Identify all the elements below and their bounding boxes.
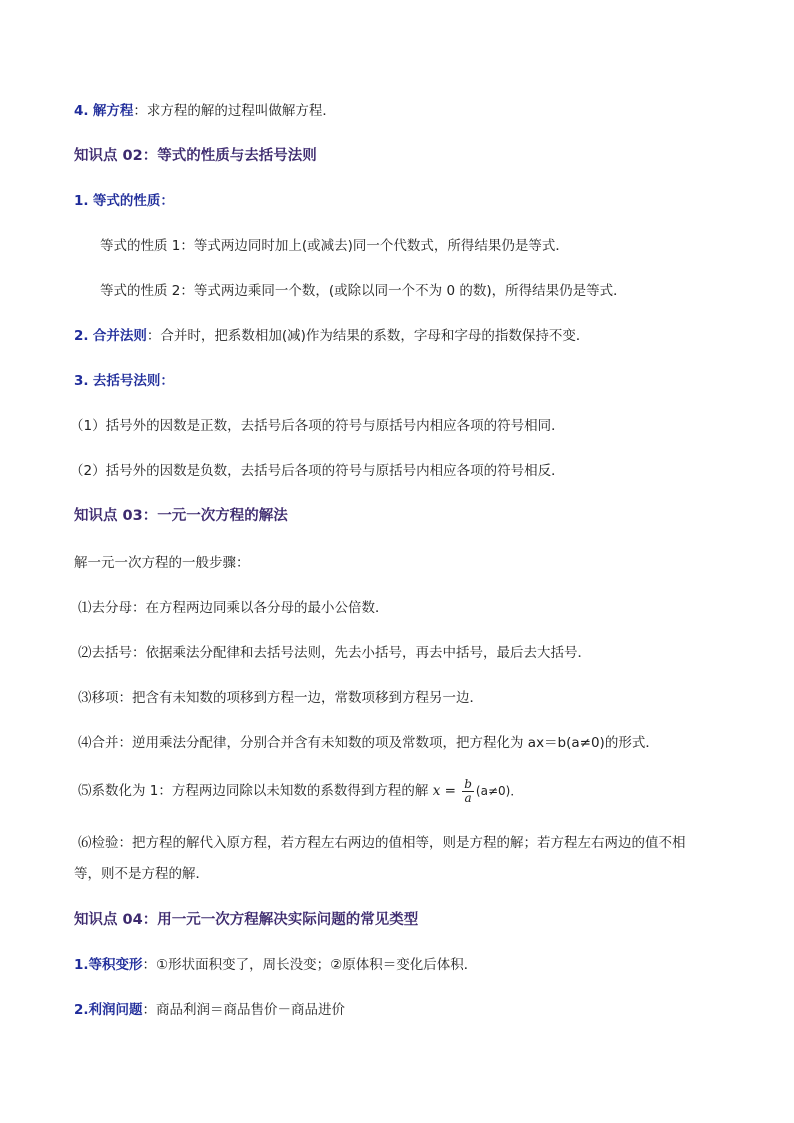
brackets-term: 去括号法则： <box>92 373 174 389</box>
step-4: ⑷合并：逆用乘法分配律，分别合并含有未知数的项及常数项，把方程化为 ax＝b(a≠0)的形式． <box>78 735 659 751</box>
step-6-line-1: ⑹检验：把方程的解代入原方程，若方程左右两边的值相等，则是方程的解；若方程左右两边的值不相 <box>78 835 686 851</box>
bracket-rule-2: （2）括号外的因数是负数，去括号后各项的符号与原括号内相应各项的符号相反． <box>70 463 565 479</box>
props-heading-num: 1. <box>74 193 89 209</box>
fraction-numerator: b <box>464 776 472 791</box>
type-1-line <box>74 955 477 975</box>
step-3: ⑶移项：把含有未知数的项移到方程一边，常数项移到方程另一边． <box>78 690 483 706</box>
type-2-line <box>74 1000 345 1020</box>
props-heading <box>74 191 174 211</box>
props-heading-label: 等式的性质： <box>92 193 174 209</box>
step-6-line-2: 等，则不是方程的解． <box>74 866 209 882</box>
merge-rule-line <box>74 326 589 346</box>
section-title-02: 知识点 02：等式的性质与去括号法则 <box>74 148 317 164</box>
step-5-x: x <box>432 783 441 799</box>
step-5-text: ⑸系数化为 1：方程两边同除以未知数的系数得到方程的解 <box>78 783 429 799</box>
brackets-heading <box>74 371 174 391</box>
type-1-text: ：①形状面积变了，周长没变；②原体积＝变化后体积． <box>142 957 478 973</box>
item4-term: 解方程 <box>92 103 134 119</box>
step-5-condition: (a≠0)． <box>475 784 523 798</box>
item4-line <box>74 101 336 121</box>
type-2-term: 2.利润问题 <box>74 1002 143 1018</box>
step-5 <box>78 771 522 811</box>
property-1: 等式的性质 1：等式两边同时加上(或减去)同一个代数式，所得结果仍是等式． <box>100 238 569 254</box>
section-title-03: 知识点 03：一元一次方程的解法 <box>74 508 288 524</box>
type-2-text: ：商品利润＝商品售价－商品进价 <box>142 1002 346 1018</box>
step-2: ⑵去括号：依据乘法分配律和去括号法则，先去小括号，再去中括号，最后去大括号． <box>78 645 591 661</box>
section-title-04: 知识点 04：用一元一次方程解决实际问题的常见类型 <box>74 912 419 928</box>
fraction-denominator: a <box>462 791 474 805</box>
merge-text: ：合并时，把系数相加(减)作为结果的系数，字母和字母的指数保持不变． <box>146 328 590 344</box>
item4-num: 4. <box>74 103 89 119</box>
merge-num: 2. <box>74 328 89 344</box>
brackets-num: 3. <box>74 373 89 389</box>
item4-text: ：求方程的解的过程叫做解方程． <box>133 103 336 119</box>
steps-intro: 解一元一次方程的一般步骤： <box>74 555 250 571</box>
step-5-fraction <box>462 778 474 805</box>
type-1-term: 1.等积变形 <box>74 957 143 973</box>
step-1: ⑴去分母：在方程两边同乘以各分母的最小公倍数． <box>78 600 389 616</box>
bracket-rule-1: （1）括号外的因数是正数，去括号后各项的符号与原括号内相应各项的符号相同． <box>70 418 565 434</box>
property-2: 等式的性质 2：等式两边乘同一个数，(或除以同一个不为 0 的数)，所得结果仍是等式． <box>100 283 627 299</box>
merge-term: 合并法则 <box>92 328 147 344</box>
step-5-equals: = <box>440 783 461 799</box>
